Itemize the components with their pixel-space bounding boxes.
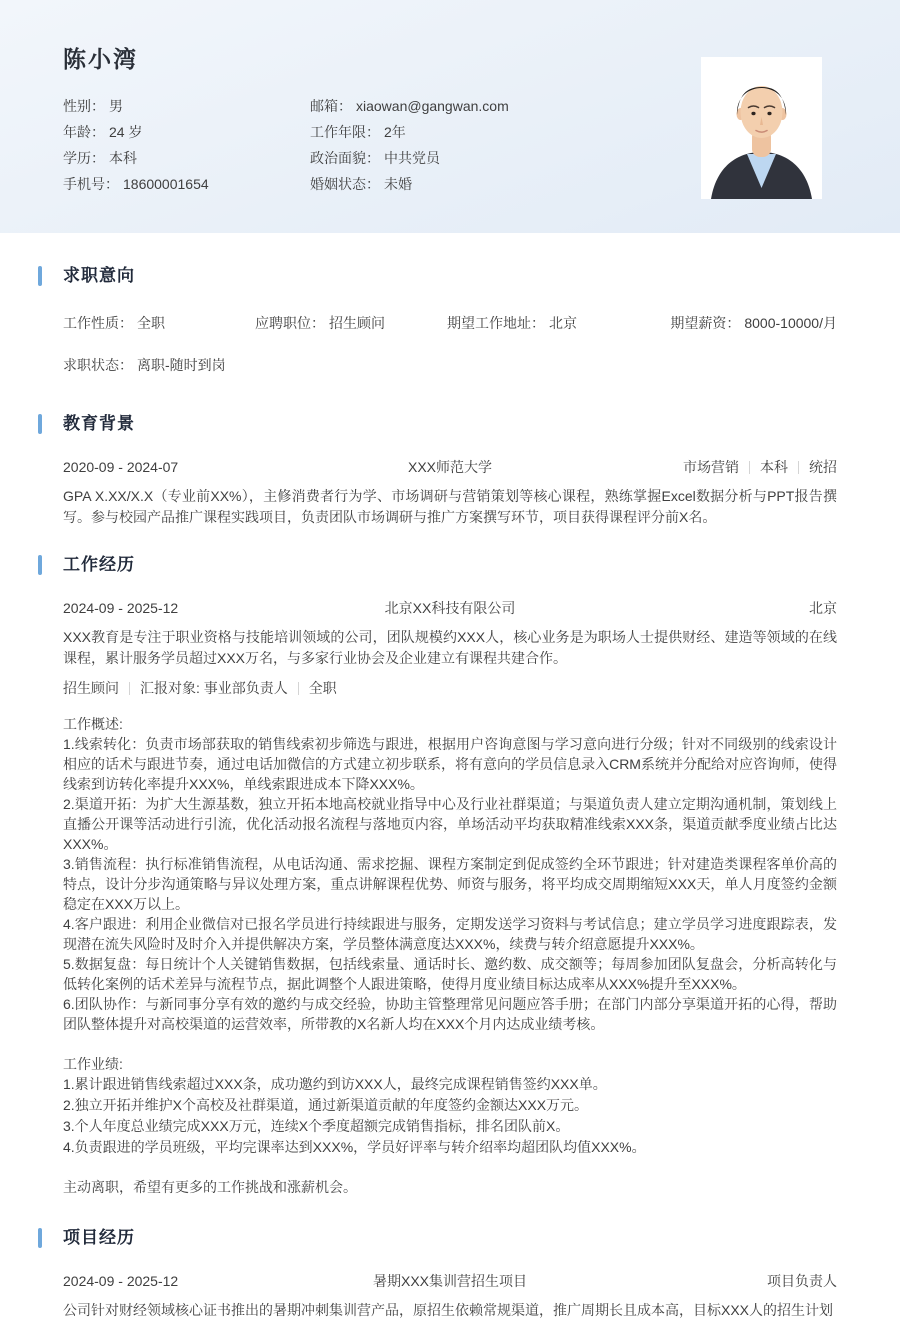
major: 市场营销 (683, 459, 739, 475)
degree: 本科 (760, 459, 788, 475)
work-overview-title: 工作概述: (63, 716, 123, 732)
work-overview-item: 2.渠道开拓：为扩大生源基数，独立开拓本地高校就业指导中心及行业社群渠道；与渠道负责人建立定期沟通机制，策划线上直播公开课等活动进行引流，优化活动报名流程与落地页内容，单场活动平均获取精准线索XXX条，渠道贡献季度业绩占比达XXX%。 (63, 796, 837, 852)
header-info (63, 46, 509, 233)
field-political-status: 政治面貌： 中共党员 (310, 150, 440, 166)
work-achievement-item: 4.负责跟进的学员班级，平均完课率达到XXX%，学员好评率与转介绍率均超团队均值XXX%。 (63, 1139, 646, 1155)
position-line (63, 678, 837, 698)
field-work-years: 工作年限： 2年 (310, 124, 406, 140)
job-type: 全职 (308, 680, 337, 696)
divider (749, 461, 750, 474)
field-education: 学历： 本科 (63, 150, 137, 166)
work-achievements-title: 工作业绩: (63, 1056, 123, 1072)
section-job-intention (63, 265, 837, 375)
personal-info-grid (63, 93, 509, 197)
company-name: 北京XX科技有限公司 (384, 600, 516, 616)
education-period: 2020-09 - 2024-07 (63, 459, 179, 475)
section-education (63, 413, 837, 528)
section-heading: 教育背景 (63, 414, 135, 433)
section-work-experience (63, 554, 837, 1197)
resume-header (0, 0, 900, 233)
work-overview-item: 1.线索转化：负责市场部获取的销售线索初步筛选与跟进，根据用户咨询意图与学习意向进行分级；针对不同级别的线索设计相应的话术与跟进节奏，通过电话加微信的方式建立初步联系，将有意向的学员信息录入CRM系统并分配给对应咨询师，使得线索到访转化率提升XXX%，单线索跟进成本下降XXX%。 (63, 736, 837, 792)
work-achievement-item: 3.个人年度总业绩完成XXX万元，连续X个季度超额完成销售指标，排名团队前X。 (63, 1118, 570, 1134)
enroll-type: 统招 (809, 459, 837, 475)
section-heading: 工作经历 (63, 555, 135, 574)
section-project-experience (63, 1227, 837, 1321)
work-achievements (63, 1054, 837, 1158)
report-to: 汇报对象: 事业部负责人 (140, 680, 288, 696)
work-period: 2024-09 - 2025-12 (63, 600, 179, 616)
project-role: 项目负责人 (767, 1273, 837, 1289)
field-target-position: 应聘职位： 招生顾问 (255, 315, 385, 331)
field-email: 邮箱： xiaowan@gangwan.com (310, 98, 509, 114)
work-overview-item: 4.客户跟进：利用企业微信对已报名学员进行持续跟进与服务，定期发送学习资料与考试信息；建立学员学习进度跟踪表，发现潜在流失风险时及时介入并提供解决方案，学员整体满意度达XXX%，续费与转介绍意愿提升XXX%。 (63, 916, 837, 952)
education-degree-info (597, 457, 837, 477)
education-meta-row (63, 457, 837, 477)
field-gender: 性别： 男 (63, 98, 123, 114)
divider (298, 682, 299, 695)
work-overview (63, 714, 837, 1034)
divider (798, 461, 799, 474)
position-title: 招生顾问 (63, 680, 119, 696)
work-location: 北京 (809, 600, 837, 616)
section-heading: 项目经历 (63, 1228, 135, 1247)
work-meta-row (63, 598, 837, 618)
work-achievement-item: 1.累计跟进销售线索超过XXX条，成功邀约到访XXX人，最终完成课程销售签约XXX单。 (63, 1076, 607, 1092)
field-age: 年龄： 24 岁 (63, 124, 143, 140)
section-heading: 求职意向 (63, 266, 135, 285)
project-period: 2024-09 - 2025-12 (63, 1273, 179, 1289)
field-marital-status: 婚姻状态： 未婚 (310, 176, 412, 192)
project-meta-row (63, 1271, 837, 1291)
work-overview-item: 6.团队协作：与新同事分享有效的邀约与成交经验，协助主管整理常见问题应答手册；在部门内部分享渠道开拓的心得，帮助团队整体提升对高校渠道的运营效率，所带教的X名新人均在XXX个月内达成业绩考核。 (63, 996, 837, 1032)
company-intro: XXX教育是专注于职业资格与技能培训领域的公司，团队规模约XXX人，核心业务是为职场人士提供财经、建造等领域的在线课程，累计服务学员超过XXX万名，与多家行业协会及企业建立有课程共建合作。 (63, 629, 837, 666)
accent-bar (38, 1228, 42, 1248)
section-title-project (38, 1227, 837, 1249)
work-overview-item: 5.数据复盘：每日统计个人关键销售数据，包括线索量、通话时长、邀约数、成交额等；每周参加团队复盘会，分析高转化与低转化案例的话术差异与流程节点，据此调整个人跟进策略，使得月度业绩目标达成率从XXX%提升至XXX%。 (63, 956, 837, 992)
field-expected-salary: 期望薪资： 8000-10000/月 (670, 315, 837, 331)
accent-bar (38, 555, 42, 575)
field-job-nature: 工作性质： 全职 (63, 315, 165, 331)
section-title-job-intention (38, 265, 837, 287)
field-phone: 手机号： 18600001654 (63, 176, 209, 192)
field-target-location: 期望工作地址： 北京 (447, 315, 577, 331)
work-overview-item: 3.销售流程：执行标准销售流程，从电话沟通、需求挖掘、课程方案制定到促成签约全环节跟进；针对建造类课程客单价高的特点，设计分步沟通策略与异议处理方案，重点讲解课程优势、师资与服务，将平均成交周期缩短XXX天，单人月度签约金额稳定在XXX万以上。 (63, 856, 837, 912)
leave-reason: 主动离职，希望有更多的工作挑战和涨薪机会。 (63, 1179, 357, 1195)
education-description: GPA X.XX/X.X（专业前XX%），主修消费者行为学、市场调研与营销策划等核心课程，熟练掌握Excel数据分析与PPT报告撰写。参与校园产品推广课程实践项目，负责团队市场调研与推广方案撰写环节，项目获得课程评分前X名。 (63, 488, 837, 525)
school-name: XXX师范大学 (407, 459, 492, 475)
project-name: 暑期XXX集训营招生项目 (372, 1273, 527, 1289)
resume-body (0, 265, 900, 1321)
accent-bar (38, 266, 42, 286)
accent-bar (38, 414, 42, 434)
divider (129, 682, 130, 695)
candidate-name: 陈小湾 (63, 46, 138, 72)
section-title-education (38, 413, 837, 435)
work-achievement-item: 2.独立开拓并维护X个高校及社群渠道，通过新渠道贡献的年度签约金额达XXX万元。 (63, 1097, 589, 1113)
field-job-status: 求职状态： 离职-随时到岗 (63, 357, 226, 373)
profile-photo (701, 57, 822, 199)
project-description: 公司针对财经领域核心证书推出的暑期冲刺集训营产品，原招生依赖常规渠道，推广周期长且成本高，目标XXX人的招生计划 (63, 1302, 834, 1318)
section-title-work (38, 554, 837, 576)
job-intention-row (63, 313, 837, 333)
